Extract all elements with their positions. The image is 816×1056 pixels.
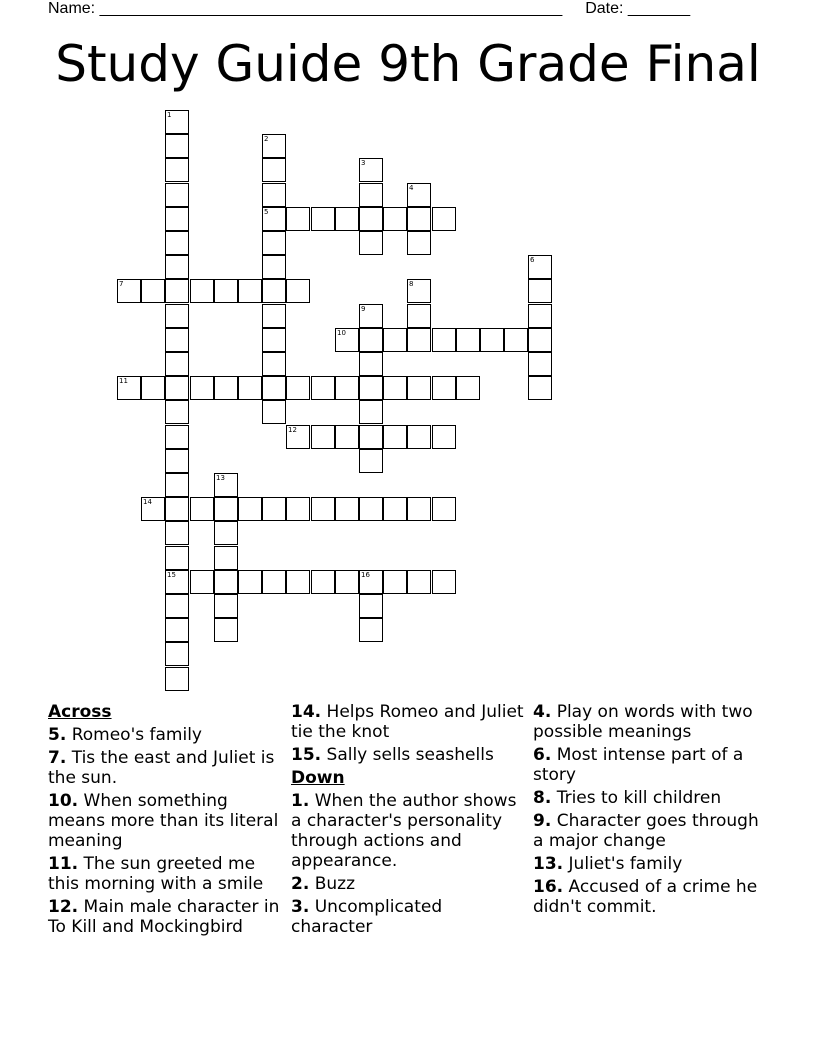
grid-cell[interactable]: [335, 497, 359, 521]
grid-cell[interactable]: [238, 376, 262, 400]
grid-cell[interactable]: [528, 279, 552, 303]
cell-number: 15: [167, 571, 176, 579]
grid-cell[interactable]: [528, 352, 552, 376]
grid-cell[interactable]: [214, 594, 238, 618]
grid-cell[interactable]: [407, 231, 431, 255]
grid-cell[interactable]: [359, 352, 383, 376]
clue-text: Tis the east and Juliet is the sun.: [48, 748, 275, 788]
grid-cell[interactable]: [262, 183, 286, 207]
grid-cell[interactable]: [262, 255, 286, 279]
clue-text: The sun greeted me this morning with a smile: [48, 854, 264, 894]
clue-down-16: [533, 877, 769, 917]
grid-cell[interactable]: [262, 231, 286, 255]
clue-down-9: [533, 811, 769, 851]
cell-number: 7: [119, 280, 124, 288]
grid-cell[interactable]: [407, 207, 431, 231]
clue-number: 16.: [533, 877, 564, 897]
grid-cell[interactable]: [286, 570, 310, 594]
grid-cell[interactable]: [165, 594, 189, 618]
grid-cell[interactable]: [262, 158, 286, 182]
across-heading: Across: [48, 702, 112, 722]
cell-number: 8: [409, 280, 414, 288]
grid-cell[interactable]: [165, 570, 189, 594]
grid-cell[interactable]: [190, 497, 214, 521]
grid-cell[interactable]: [286, 497, 310, 521]
grid-cell[interactable]: [165, 110, 189, 134]
clue-text: Romeo's family: [71, 725, 202, 745]
clue-down-1: [291, 791, 527, 871]
clue-across-12: [48, 897, 284, 937]
grid-cell[interactable]: [480, 328, 504, 352]
grid-cell[interactable]: [214, 521, 238, 545]
clue-text: Uncomplicated character: [291, 897, 443, 937]
grid-cell[interactable]: [335, 570, 359, 594]
grid-cell[interactable]: [165, 352, 189, 376]
grid-cell[interactable]: [165, 231, 189, 255]
grid-cell[interactable]: [407, 425, 431, 449]
grid-cell[interactable]: [359, 594, 383, 618]
grid-cell[interactable]: [214, 570, 238, 594]
clue-number: 11.: [48, 854, 79, 874]
grid-cell[interactable]: [311, 207, 335, 231]
grid-cell[interactable]: [432, 570, 456, 594]
grid-cell[interactable]: [165, 400, 189, 424]
cell-number: 16: [361, 571, 370, 579]
grid-cell[interactable]: [214, 279, 238, 303]
grid-cell[interactable]: [190, 279, 214, 303]
cell-number: 4: [409, 184, 414, 192]
grid-cell[interactable]: [359, 449, 383, 473]
clue-number: 3.: [291, 897, 310, 917]
grid-cell[interactable]: [165, 642, 189, 666]
grid-cell[interactable]: [165, 207, 189, 231]
grid-cell[interactable]: [311, 497, 335, 521]
grid-cell[interactable]: [214, 546, 238, 570]
grid-cell[interactable]: [214, 618, 238, 642]
grid-cell[interactable]: [335, 207, 359, 231]
cell-number: 13: [216, 474, 225, 482]
grid-cell[interactable]: [359, 231, 383, 255]
grid-cell[interactable]: [432, 207, 456, 231]
clue-number: 7.: [48, 748, 67, 768]
grid-cell[interactable]: [528, 328, 552, 352]
clue-across-14: [291, 702, 527, 742]
grid-cell[interactable]: [165, 183, 189, 207]
grid-cell[interactable]: [286, 207, 310, 231]
grid-cell[interactable]: [383, 497, 407, 521]
clue-text: Play on words with two possible meanings: [533, 702, 753, 742]
clue-across-5: [48, 725, 284, 745]
grid-cell[interactable]: [262, 376, 286, 400]
grid-cell[interactable]: [359, 304, 383, 328]
grid-cell[interactable]: [383, 570, 407, 594]
clue-text: Character goes through a major change: [533, 811, 759, 851]
down-heading: Down: [291, 768, 345, 788]
grid-cell[interactable]: [432, 425, 456, 449]
grid-cell[interactable]: [165, 521, 189, 545]
grid-cell[interactable]: [214, 376, 238, 400]
clue-across-10: [48, 791, 284, 851]
clue-number: 10.: [48, 791, 79, 811]
grid-cell[interactable]: [141, 376, 165, 400]
grid-cell[interactable]: [335, 328, 359, 352]
name-label: Name:: [48, 0, 96, 17]
grid-cell[interactable]: [262, 304, 286, 328]
date-line[interactable]: _______: [627, 0, 691, 17]
grid-cell[interactable]: [262, 207, 286, 231]
grid-cell[interactable]: [117, 279, 141, 303]
grid-cell[interactable]: [117, 376, 141, 400]
grid-cell[interactable]: [165, 497, 189, 521]
clue-number: 15.: [291, 745, 322, 765]
grid-cell[interactable]: [407, 279, 431, 303]
grid-cell[interactable]: [262, 352, 286, 376]
grid-cell[interactable]: [165, 376, 189, 400]
clue-across-7: [48, 748, 284, 788]
cell-number: 9: [361, 305, 366, 313]
grid-cell[interactable]: [165, 425, 189, 449]
cell-number: 10: [337, 329, 346, 337]
clue-column-3: [533, 702, 769, 920]
grid-cell[interactable]: [359, 400, 383, 424]
clue-number: 14.: [291, 702, 322, 722]
page-title: Study Guide 9th Grade Final: [55, 35, 761, 93]
clue-number: 9.: [533, 811, 552, 831]
clue-down-3: [291, 897, 527, 937]
grid-cell[interactable]: [165, 618, 189, 642]
clue-text: When the author shows a character's personality through actions and appearance.: [291, 791, 517, 871]
grid-cell[interactable]: [238, 570, 262, 594]
grid-cell[interactable]: [383, 207, 407, 231]
grid-cell[interactable]: [528, 376, 552, 400]
grid-cell[interactable]: [456, 328, 480, 352]
grid-cell[interactable]: [359, 158, 383, 182]
grid-cell[interactable]: [165, 255, 189, 279]
clue-down-6: [533, 745, 769, 785]
grid-cell[interactable]: [504, 328, 528, 352]
grid-cell[interactable]: [311, 425, 335, 449]
grid-cell[interactable]: [238, 497, 262, 521]
clue-text: Most intense part of a story: [533, 745, 744, 785]
grid-cell[interactable]: [190, 376, 214, 400]
clue-text: When something means more than its literal meaning: [48, 791, 279, 851]
grid-cell[interactable]: [407, 328, 431, 352]
grid-cell[interactable]: [262, 570, 286, 594]
cell-number: 3: [361, 159, 366, 167]
clue-across-11: [48, 854, 284, 894]
grid-cell[interactable]: [262, 497, 286, 521]
grid-cell[interactable]: [359, 376, 383, 400]
clue-number: 8.: [533, 788, 552, 808]
grid-cell[interactable]: [383, 376, 407, 400]
grid-cell[interactable]: [165, 473, 189, 497]
grid-cell[interactable]: [262, 279, 286, 303]
grid-cell[interactable]: [407, 497, 431, 521]
grid-cell[interactable]: [335, 376, 359, 400]
grid-cell[interactable]: [359, 183, 383, 207]
cell-number: 1: [167, 111, 172, 119]
grid-cell[interactable]: [311, 570, 335, 594]
grid-cell[interactable]: [286, 425, 310, 449]
grid-cell[interactable]: [141, 279, 165, 303]
grid-cell[interactable]: [165, 158, 189, 182]
grid-cell[interactable]: [359, 425, 383, 449]
clue-column-1: [48, 702, 284, 940]
grid-cell[interactable]: [165, 279, 189, 303]
name-line[interactable]: ____________________________________________________: [99, 0, 563, 17]
grid-cell[interactable]: [432, 328, 456, 352]
cell-number: 2: [264, 135, 269, 143]
clue-number: 1.: [291, 791, 310, 811]
grid-cell[interactable]: [456, 376, 480, 400]
clue-down-2: [291, 874, 527, 894]
grid-cell[interactable]: [359, 618, 383, 642]
grid-cell[interactable]: [359, 570, 383, 594]
cell-number: 14: [143, 498, 152, 506]
clue-text: Accused of a crime he didn't commit.: [533, 877, 758, 917]
clue-number: 4.: [533, 702, 552, 722]
grid-cell[interactable]: [286, 279, 310, 303]
cell-number: 12: [288, 426, 297, 434]
grid-cell[interactable]: [165, 304, 189, 328]
grid-cell[interactable]: [286, 376, 310, 400]
cell-number: 6: [530, 256, 535, 264]
grid-cell[interactable]: [262, 400, 286, 424]
grid-cell[interactable]: [407, 183, 431, 207]
grid-cell[interactable]: [335, 425, 359, 449]
clue-number: 5.: [48, 725, 67, 745]
grid-cell[interactable]: [383, 425, 407, 449]
grid-cell[interactable]: [262, 328, 286, 352]
grid-cell[interactable]: [432, 497, 456, 521]
clue-number: 12.: [48, 897, 79, 917]
grid-cell[interactable]: [311, 376, 335, 400]
clue-number: 6.: [533, 745, 552, 765]
cell-number: 11: [119, 377, 128, 385]
grid-cell[interactable]: [528, 255, 552, 279]
grid-cell[interactable]: [383, 328, 407, 352]
grid-cell[interactable]: [407, 376, 431, 400]
clue-text: Juliet's family: [568, 854, 683, 874]
cell-number: 5: [264, 208, 269, 216]
clue-down-4: [533, 702, 769, 742]
clue-down-13: [533, 854, 769, 874]
clue-number: 13.: [533, 854, 564, 874]
grid-cell[interactable]: [432, 376, 456, 400]
grid-cell[interactable]: [407, 304, 431, 328]
clue-text: Sally sells seashells: [326, 745, 494, 765]
grid-cell[interactable]: [141, 497, 165, 521]
clue-text: Helps Romeo and Juliet tie the knot: [291, 702, 524, 742]
clue-text: Tries to kill children: [556, 788, 722, 808]
grid-cell[interactable]: [359, 497, 383, 521]
grid-cell[interactable]: [359, 328, 383, 352]
clue-number: 2.: [291, 874, 310, 894]
grid-cell[interactable]: [214, 473, 238, 497]
grid-cell[interactable]: [238, 279, 262, 303]
grid-cell[interactable]: [214, 497, 238, 521]
grid-cell[interactable]: [262, 134, 286, 158]
grid-cell[interactable]: [407, 570, 431, 594]
clue-text: Main male character in To Kill and Mockingbird: [48, 897, 280, 937]
grid-cell[interactable]: [528, 304, 552, 328]
grid-cell[interactable]: [190, 570, 214, 594]
clue-text: Buzz: [314, 874, 355, 894]
grid-cell[interactable]: [165, 328, 189, 352]
grid-cell[interactable]: [165, 667, 189, 691]
grid-cell[interactable]: [165, 546, 189, 570]
date-label: Date:: [585, 0, 624, 17]
clue-across-15: [291, 745, 527, 765]
clue-column-2: [291, 702, 527, 940]
grid-cell[interactable]: [165, 449, 189, 473]
clue-down-8: [533, 788, 769, 808]
grid-cell[interactable]: [359, 207, 383, 231]
grid-cell[interactable]: [165, 134, 189, 158]
